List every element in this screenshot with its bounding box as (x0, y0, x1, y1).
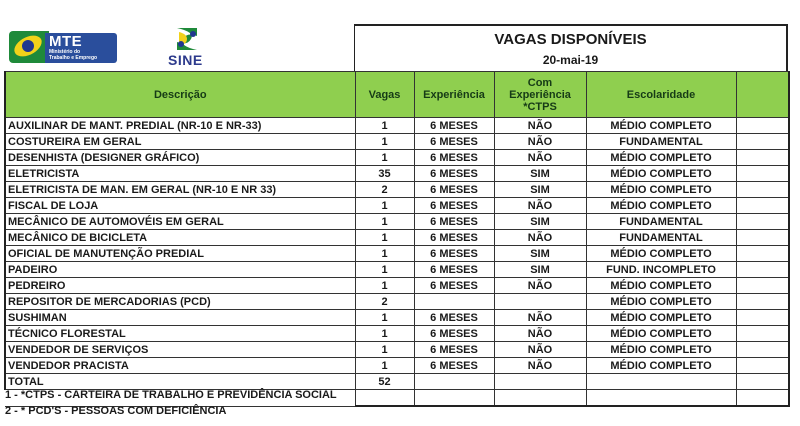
cell-blank (494, 390, 586, 407)
cell-escolaridade: MÉDIO COMPLETO (586, 166, 736, 182)
cell-blank (736, 166, 789, 182)
table-row (5, 230, 789, 246)
cell-blank (736, 310, 789, 326)
cell-vagas: 1 (355, 310, 414, 326)
cell-escolaridade: FUNDAMENTAL (586, 230, 736, 246)
cell-vagas: 1 (355, 342, 414, 358)
cell-experiencia: 6 MESES (414, 246, 494, 262)
column-header-com-experiencia-ctps: Com Experiência *CTPS (494, 72, 586, 118)
cell-escolaridade: MÉDIO COMPLETO (586, 310, 736, 326)
cell-descricao: PADEIRO (5, 262, 355, 278)
cell-escolaridade: FUNDAMENTAL (586, 134, 736, 150)
cell-ctps: NÃO (494, 310, 586, 326)
mte-logo-name: MTE (49, 33, 83, 50)
cell-escolaridade: MÉDIO COMPLETO (586, 326, 736, 342)
cell-vagas: 35 (355, 166, 414, 182)
column-header-blank (736, 72, 789, 118)
total-vagas: 52 (355, 374, 414, 390)
cell-descricao: PEDREIRO (5, 278, 355, 294)
cell-blank (586, 374, 736, 390)
cell-blank (414, 374, 494, 390)
table-row (5, 278, 789, 294)
sine-logo (164, 24, 214, 72)
cell-experiencia: 6 MESES (414, 262, 494, 278)
cell-descricao: DESENHISTA (DESIGNER GRÁFICO) (5, 150, 355, 166)
cell-descricao: VENDEDOR PRACISTA (5, 358, 355, 374)
sine-logo-name: SINE (168, 52, 203, 68)
cell-experiencia: 6 MESES (414, 182, 494, 198)
cell-blank (736, 118, 789, 134)
cell-descricao: FISCAL DE LOJA (5, 198, 355, 214)
cell-blank (736, 326, 789, 342)
table-row (5, 214, 789, 230)
logo-area (4, 24, 354, 72)
cell-escolaridade: MÉDIO COMPLETO (586, 358, 736, 374)
cell-experiencia: 6 MESES (414, 198, 494, 214)
cell-ctps: NÃO (494, 118, 586, 134)
cell-blank (736, 214, 789, 230)
cell-blank (355, 390, 414, 407)
cell-blank (736, 294, 789, 310)
cell-ctps (494, 294, 586, 310)
table-row (5, 134, 789, 150)
cell-experiencia: 6 MESES (414, 118, 494, 134)
cell-blank (736, 150, 789, 166)
cell-blank (736, 246, 789, 262)
cell-escolaridade: FUND. INCOMPLETO (586, 262, 736, 278)
table-row (5, 310, 789, 326)
cell-ctps: NÃO (494, 278, 586, 294)
cell-ctps: SIM (494, 182, 586, 198)
table-row (5, 294, 789, 310)
cell-experiencia: 6 MESES (414, 310, 494, 326)
footnote-ctps: 1 - *CTPS - CARTEIRA DE TRABALHO E PREVIDÊNCIA SOCIAL (5, 389, 337, 401)
mte-logo-subtitle-2: Trabalho e Emprego (49, 55, 98, 61)
cell-experiencia (414, 294, 494, 310)
cell-blank (736, 182, 789, 198)
cell-experiencia: 6 MESES (414, 230, 494, 246)
page-title: VAGAS DISPONÍVEIS (494, 31, 647, 48)
cell-vagas: 1 (355, 262, 414, 278)
column-header-vagas: Vagas (355, 72, 414, 118)
cell-experiencia: 6 MESES (414, 358, 494, 374)
cell-escolaridade: MÉDIO COMPLETO (586, 150, 736, 166)
table-body (5, 118, 789, 407)
cell-experiencia: 6 MESES (414, 342, 494, 358)
total-row (5, 374, 789, 390)
table-header-row (5, 72, 789, 118)
cell-blank (736, 230, 789, 246)
cell-blank (586, 390, 736, 407)
cell-vagas: 1 (355, 278, 414, 294)
cell-ctps: SIM (494, 214, 586, 230)
cell-vagas: 2 (355, 294, 414, 310)
cell-escolaridade: MÉDIO COMPLETO (586, 342, 736, 358)
cell-blank (736, 358, 789, 374)
sine-flag-icon (173, 26, 201, 52)
table-row (5, 166, 789, 182)
cell-escolaridade: MÉDIO COMPLETO (586, 182, 736, 198)
column-header-escolaridade: Escolaridade (586, 72, 736, 118)
cell-ctps: NÃO (494, 230, 586, 246)
cell-blank (736, 374, 789, 390)
cell-vagas: 1 (355, 214, 414, 230)
cell-vagas: 1 (355, 326, 414, 342)
cell-ctps: NÃO (494, 198, 586, 214)
cell-descricao: SUSHIMAN (5, 310, 355, 326)
cell-descricao: AUXILINAR DE MANT. PREDIAL (NR-10 E NR-33) (5, 118, 355, 134)
cell-blank (736, 134, 789, 150)
cell-escolaridade: MÉDIO COMPLETO (586, 278, 736, 294)
cell-ctps: NÃO (494, 342, 586, 358)
table-row (5, 262, 789, 278)
table-row (5, 246, 789, 262)
cell-experiencia: 6 MESES (414, 278, 494, 294)
table-row (5, 118, 789, 134)
cell-experiencia: 6 MESES (414, 166, 494, 182)
total-label: TOTAL (5, 374, 355, 390)
cell-experiencia: 6 MESES (414, 326, 494, 342)
cell-ctps: SIM (494, 166, 586, 182)
cell-escolaridade: MÉDIO COMPLETO (586, 246, 736, 262)
cell-escolaridade: MÉDIO COMPLETO (586, 198, 736, 214)
mte-logo (9, 31, 117, 63)
cell-descricao: MECÂNICO DE BICICLETA (5, 230, 355, 246)
table-row (5, 342, 789, 358)
cell-experiencia: 6 MESES (414, 134, 494, 150)
cell-vagas: 1 (355, 150, 414, 166)
cell-blank (736, 342, 789, 358)
table-row (5, 182, 789, 198)
cell-escolaridade: MÉDIO COMPLETO (586, 294, 736, 310)
cell-vagas: 1 (355, 134, 414, 150)
cell-descricao: ELETRICISTA DE MAN. EM GERAL (NR-10 E NR 33) (5, 182, 355, 198)
cell-vagas: 1 (355, 246, 414, 262)
cell-ctps: NÃO (494, 150, 586, 166)
cell-descricao: REPOSITOR DE MERCADORIAS (PCD) (5, 294, 355, 310)
cell-blank (494, 374, 586, 390)
cell-experiencia: 6 MESES (414, 150, 494, 166)
table-row (5, 326, 789, 342)
cell-ctps: SIM (494, 262, 586, 278)
cell-blank (736, 198, 789, 214)
column-header-descricao: Descrição (5, 72, 355, 118)
cell-experiencia: 6 MESES (414, 214, 494, 230)
cell-blank (736, 390, 789, 407)
cell-vagas: 1 (355, 358, 414, 374)
cell-escolaridade: MÉDIO COMPLETO (586, 118, 736, 134)
cell-descricao: MECÂNICO DE AUTOMOVÉIS EM GERAL (5, 214, 355, 230)
page-date: 20-mai-19 (542, 53, 599, 67)
cell-ctps: NÃO (494, 358, 586, 374)
table-row (5, 198, 789, 214)
cell-descricao: ELETRICISTA (5, 166, 355, 182)
table-row (5, 358, 789, 374)
cell-descricao: COSTUREIRA EM GERAL (5, 134, 355, 150)
cell-descricao: VENDEDOR DE SERVIÇOS (5, 342, 355, 358)
cell-vagas: 1 (355, 230, 414, 246)
title-box (354, 24, 788, 72)
cell-escolaridade: FUNDAMENTAL (586, 214, 736, 230)
column-header-experiencia: Experiência (414, 72, 494, 118)
cell-blank (736, 262, 789, 278)
mte-logo-subtitle-1: Ministério do (49, 49, 81, 55)
cell-ctps: NÃO (494, 326, 586, 342)
cell-ctps: NÃO (494, 134, 586, 150)
cell-descricao: OFICIAL DE MANUTENÇÃO PREDIAL (5, 246, 355, 262)
cell-ctps: SIM (494, 246, 586, 262)
cell-descricao: TÉCNICO FLORESTAL (5, 326, 355, 342)
cell-vagas: 1 (355, 118, 414, 134)
brazil-flag-icon (9, 31, 49, 63)
cell-blank (414, 390, 494, 407)
cell-blank (736, 278, 789, 294)
footnote-pcd: 2 - * PCD'S - PESSOAS COM DEFICIÊNCIA (5, 405, 227, 417)
vacancies-table (4, 71, 790, 407)
cell-vagas: 1 (355, 198, 414, 214)
table-row (5, 150, 789, 166)
cell-vagas: 2 (355, 182, 414, 198)
